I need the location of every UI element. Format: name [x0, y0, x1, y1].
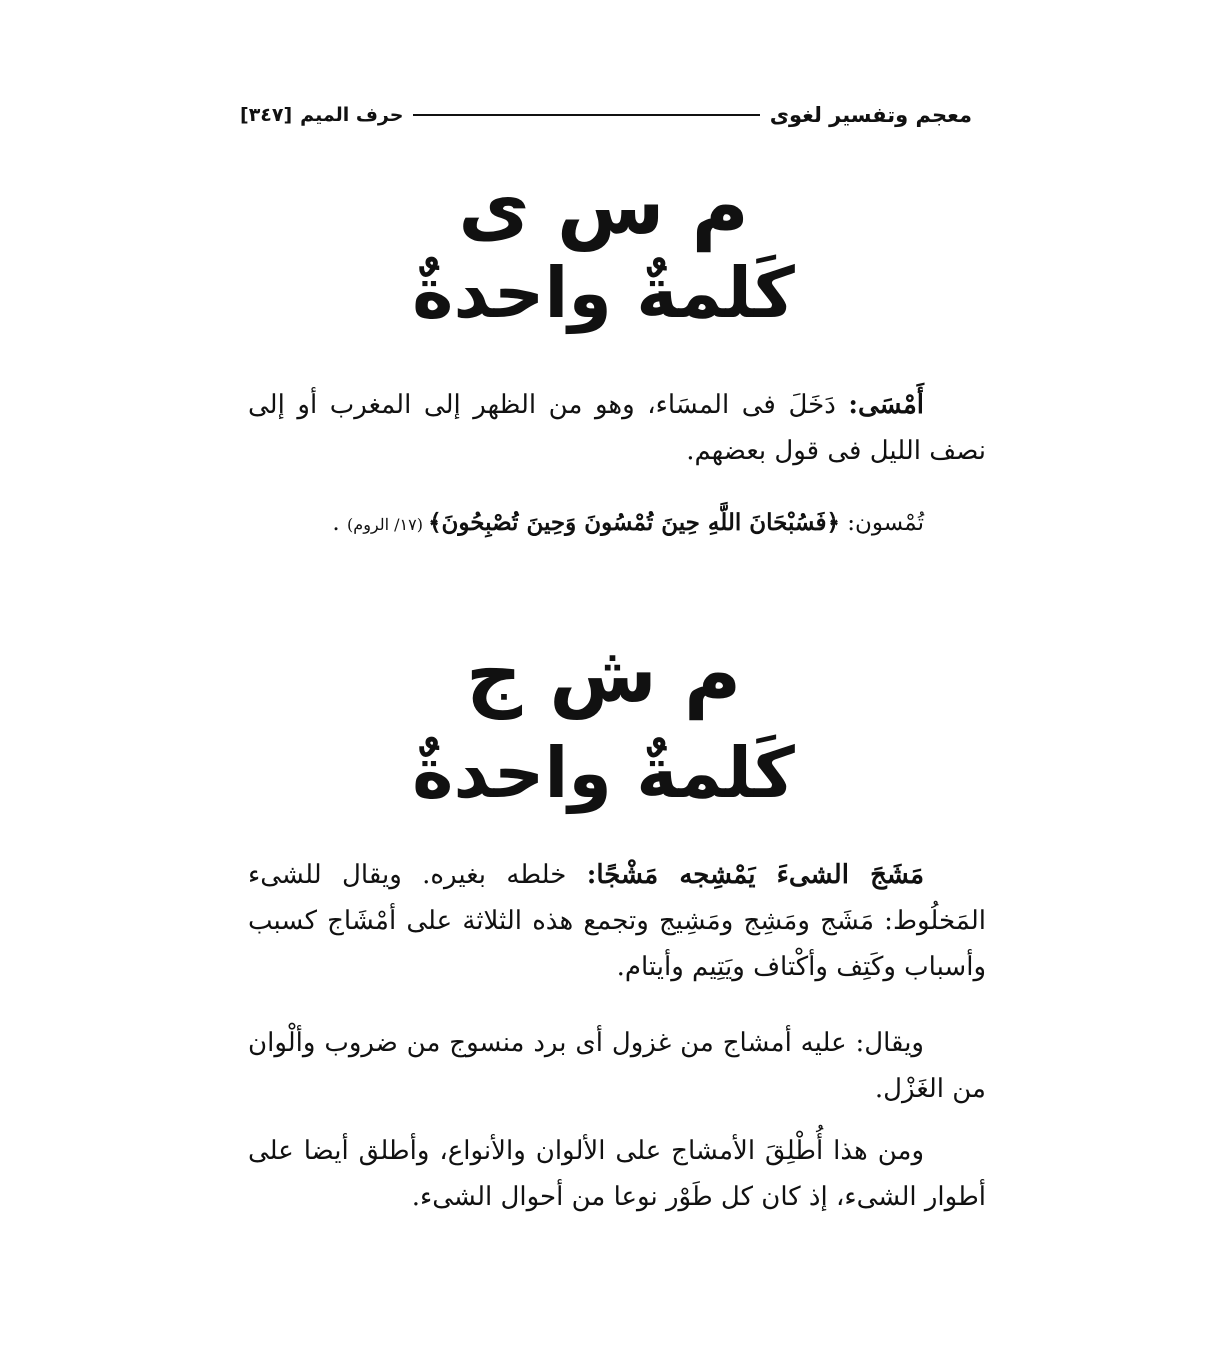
root-heading: م ش ج	[465, 630, 742, 720]
definition-text: ويقال: عليه أمشاج من غزول أى برد منسوج من ضروب وألْوان من الغَزْل.	[248, 1028, 986, 1104]
entry-paragraph	[248, 1020, 986, 1112]
entry-paragraph	[248, 1128, 986, 1220]
section-title: حرف الميم	[300, 104, 404, 126]
page-number: [٣٤٧]	[240, 104, 293, 126]
entry-paragraph	[248, 382, 986, 474]
usage-tail: .	[332, 510, 348, 536]
root-subtitle: كَلمةٌ واحدةٌ	[412, 252, 795, 334]
running-header	[240, 98, 972, 132]
quran-quote: ﴿فَسُبْحَانَ اللَّهِ حِينَ تُمْسُونَ وَحِينَ تُصْبِحُونَ﴾	[428, 509, 840, 536]
quran-reference: (١٧/ الروم)	[347, 515, 429, 534]
headword: أَمْسَى:	[848, 390, 924, 420]
book-title: معجم وتفسير لغوى	[769, 103, 972, 127]
entry-paragraph	[248, 500, 986, 548]
root-subtitle: كَلمةٌ واحدةٌ	[412, 732, 795, 814]
header-rule	[413, 114, 759, 116]
definition-text: خلطه بغيره. ويقال للشىء المَخلُوط: مَشَج ومَشِج ومَشِيج وتجمع هذه الثلاثة على أمْشَاج كسبب وأسباب وكَتِف وأكْتاف ويَتِيم وأيتام.	[248, 860, 986, 982]
definition-text: ومن هذا أُطْلِقَ الأمشاج على الألوان والأنواع، وأطلق أيضا على أطوار الشىء، إذ كان كل طَوْر نوعا من أحوال الشىء.	[248, 1136, 986, 1212]
root-heading: م س ى	[458, 162, 749, 252]
entry-paragraph	[248, 852, 986, 990]
definition-text: دَخَلَ فى المسَاء، وهو من الظهر إلى المغرب أو إلى نصف الليل فى قول بعضهم.	[248, 390, 986, 466]
usage-lead: تُمْسون:	[839, 510, 924, 536]
headword: مَشَجَ الشىءَ يَمْشِجه مَشْجًا:	[586, 860, 925, 890]
